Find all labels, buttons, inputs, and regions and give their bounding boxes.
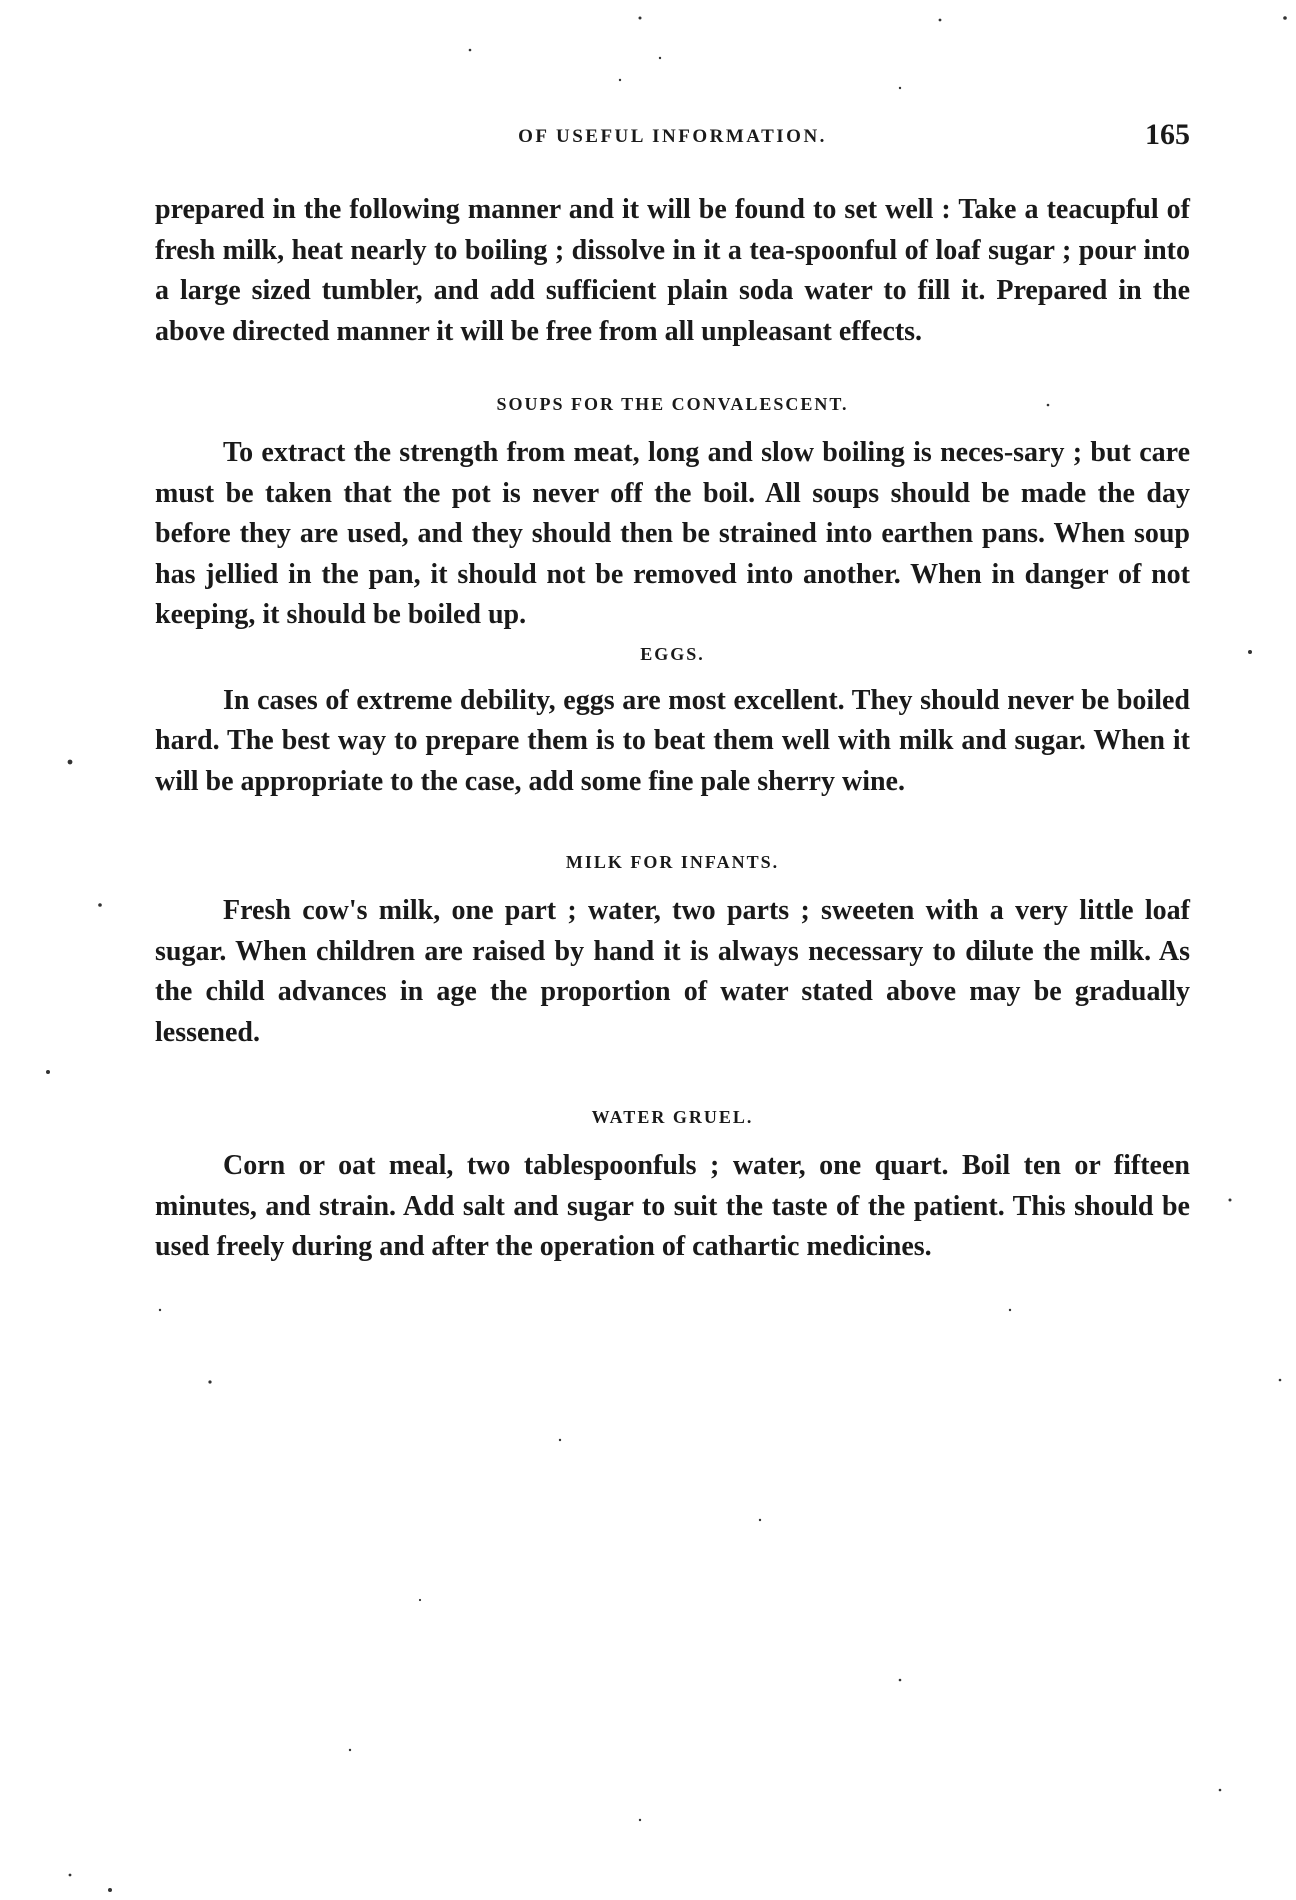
paragraph-milk-for-infants: Fresh cow's milk, one part ; water, two parts ; sweeten with a very little loaf sugar. When children are raised by hand it is always necessary to dilute the milk. As the child advances in age the proportion of water stated above may be gradually lessened. — [155, 895, 1190, 1048]
intro-paragraph: prepared in the following manner and it will be found to set well : Take a teacupful of fresh milk, heat nearly to boiling ; dissolve in it a tea-spoonful of loaf sugar ; pour into a large sized tumbler, and add sufficient plain soda water to fill it. Prepared in the above directed manner it will be free from all unpleasant effects. — [155, 194, 1190, 347]
paragraph-eggs: In cases of extreme debility, eggs are most excellent. They should never be boiled hard. The best way to prepare them is to beat them well with milk and sugar. When it will be appropriate to the case, add some fine pale sherry wine. — [155, 684, 1190, 797]
heading-milk-for-infants: MILK FOR INFANTS. — [565, 852, 780, 872]
paragraph-soups: To extract the strength from meat, long and slow boiling is neces-sary ; but care must be taken that the pot is never off the boil. All soups should be made the day before they are used, and they should then be strained into earthen pans. When soup has jellied in the pan, it should not be removed into another. When in danger of not keeping, it should be boiled up. — [155, 437, 1190, 630]
running-title: OF USEFUL INFORMATION. — [518, 126, 827, 147]
running-head — [155, 118, 1190, 158]
page-body — [155, 190, 1190, 1268]
paragraph-water-gruel: Corn or oat meal, two tablespoonfuls ; water, one quart. Boil ten or fifteen minutes, and strain. Add salt and sugar to suit the taste of the patient. This should be used freely during and after the operation of cathartic medicines. — [155, 1150, 1190, 1262]
heading-soups: SOUPS FOR THE CONVALESCENT. — [496, 394, 849, 414]
heading-water-gruel: WATER GRUEL. — [591, 1107, 754, 1127]
page-number: 165 — [1145, 118, 1190, 151]
heading-eggs: EGGS. — [640, 643, 705, 664]
